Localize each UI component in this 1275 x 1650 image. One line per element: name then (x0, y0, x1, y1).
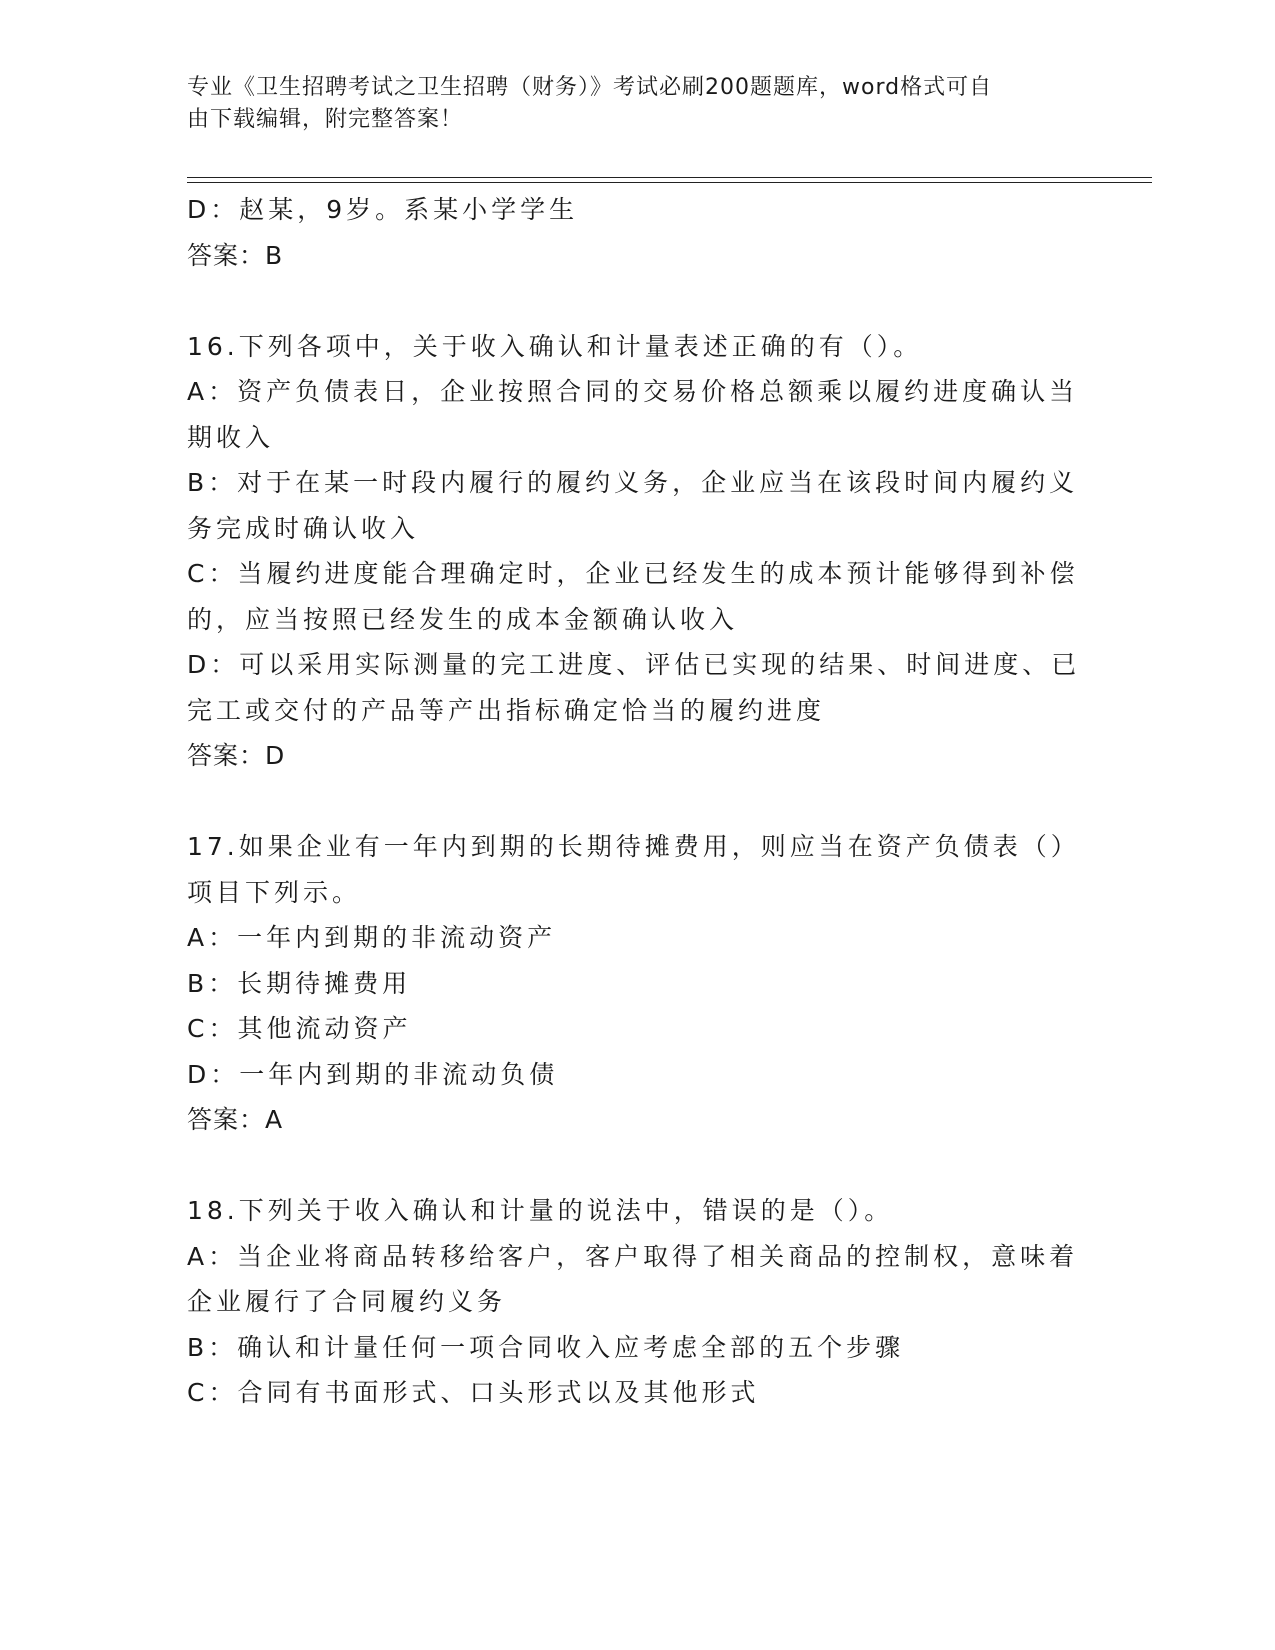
header-divider-bottom (187, 182, 1152, 183)
q17-option-c: C：其他流动资产 (187, 1014, 412, 1043)
q18-option-b: B：确认和计量任何一项合同收入应考虑全部的五个步骤 (187, 1332, 905, 1362)
q16-stem: 16.下列各项中，关于收入确认和计量表述正确的有（）。 (187, 331, 923, 361)
spacer (187, 779, 1067, 825)
q16-option-d-line1: D：可以采用实际测量的完工进度、评估已实现的结果、时间进度、已 (187, 650, 1081, 679)
prev-option-d: D：赵某，9岁。系某小学学生 (187, 195, 579, 224)
q18-option-c: C：合同有书面形式、口头形式以及其他形式 (187, 1378, 760, 1407)
spacer (187, 278, 1067, 324)
q16-option-c-line2: 的，应当按照已经发生的成本金额确认收入 (187, 604, 739, 634)
document-body (187, 187, 1081, 1416)
q17-stem-line2: 项目下列示。 (187, 877, 362, 907)
q16-option-b-line2: 务完成时确认收入 (187, 513, 420, 543)
prev-answer: 答案：B (187, 240, 284, 270)
q17-option-a: A：一年内到期的非流动资产 (187, 923, 557, 952)
q17-option-d: D：一年内到期的非流动负债 (187, 1059, 559, 1089)
q16-option-a-line2: 期收入 (187, 422, 275, 452)
header-divider-top (187, 177, 1152, 178)
q16-option-b-line1: B：对于在某一时段内履行的履约义务，企业应当在该段时间内履约义 (187, 468, 1079, 497)
q18-option-a-line2: 企业履行了合同履约义务 (187, 1287, 507, 1316)
q16-option-c-line1: C：当履约进度能合理确定时，企业已经发生的成本预计能够得到补偿 (187, 559, 1079, 588)
q17-answer: 答案：A (187, 1105, 284, 1134)
header-line-2: 由下载编辑，附完整答案！ (187, 107, 464, 132)
header-line-1: 专业《卫生招聘考试之卫生招聘（财务）》考试必刷200题题库，word格式可自 (187, 75, 993, 100)
q18-option-a-line1: A：当企业将商品转移给客户，客户取得了相关商品的控制权，意味着 (187, 1241, 1079, 1271)
q17-option-b: B：长期待摊费用 (187, 968, 412, 998)
spacer (187, 1143, 1067, 1189)
q16-option-a-line1: A：资产负债表日，企业按照合同的交易价格总额乘以履约进度确认当 (187, 377, 1079, 406)
q16-option-d-line2: 完工或交付的产品等产出指标确定恰当的履约进度 (187, 695, 826, 725)
page-header (187, 72, 1067, 136)
q18-stem: 18.下列关于收入确认和计量的说法中，错误的是（）。 (187, 1196, 894, 1225)
q17-stem-line1: 17.如果企业有一年内到期的长期待摊费用，则应当在资产负债表（） (187, 832, 1080, 861)
q16-answer: 答案：D (187, 741, 286, 770)
